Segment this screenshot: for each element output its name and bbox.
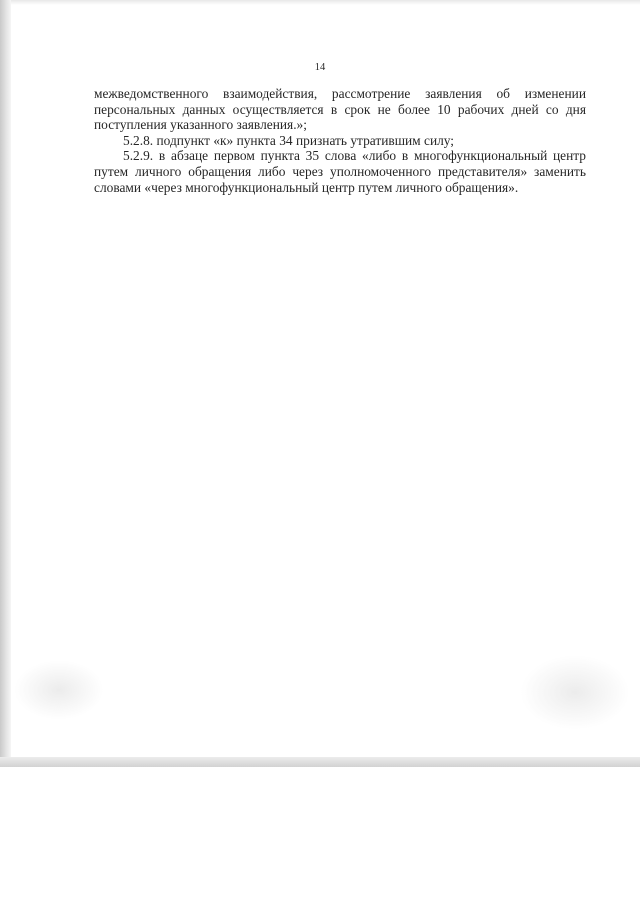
page-top-edge [0,0,640,5]
document-body [94,86,586,195]
page-bottom-edge [0,757,640,767]
paragraph-item-5-2-8: 5.2.8. подпункт «к» пункта 34 признать утратившим силу; [123,132,455,148]
page-number: 14 [314,62,326,73]
paragraph-item-5-2-9: 5.2.9. в абзаце первом пункта 35 слова «либо в многофункциональный центр путем личного обращения либо через уполномоченного представителя» заменить словами «через многофункциональный центр путем личного обращения». [94,148,586,195]
page-left-edge [0,0,11,767]
scan-smudge-left [14,660,104,720]
scan-smudge-right [520,655,630,730]
paragraph-continuation: межведомственного взаимодействия, рассмотрение заявления об изменении персональных данных осуществляется в срок не более 10 рабочих дней со дня поступления указанного заявления.»; [94,86,586,133]
